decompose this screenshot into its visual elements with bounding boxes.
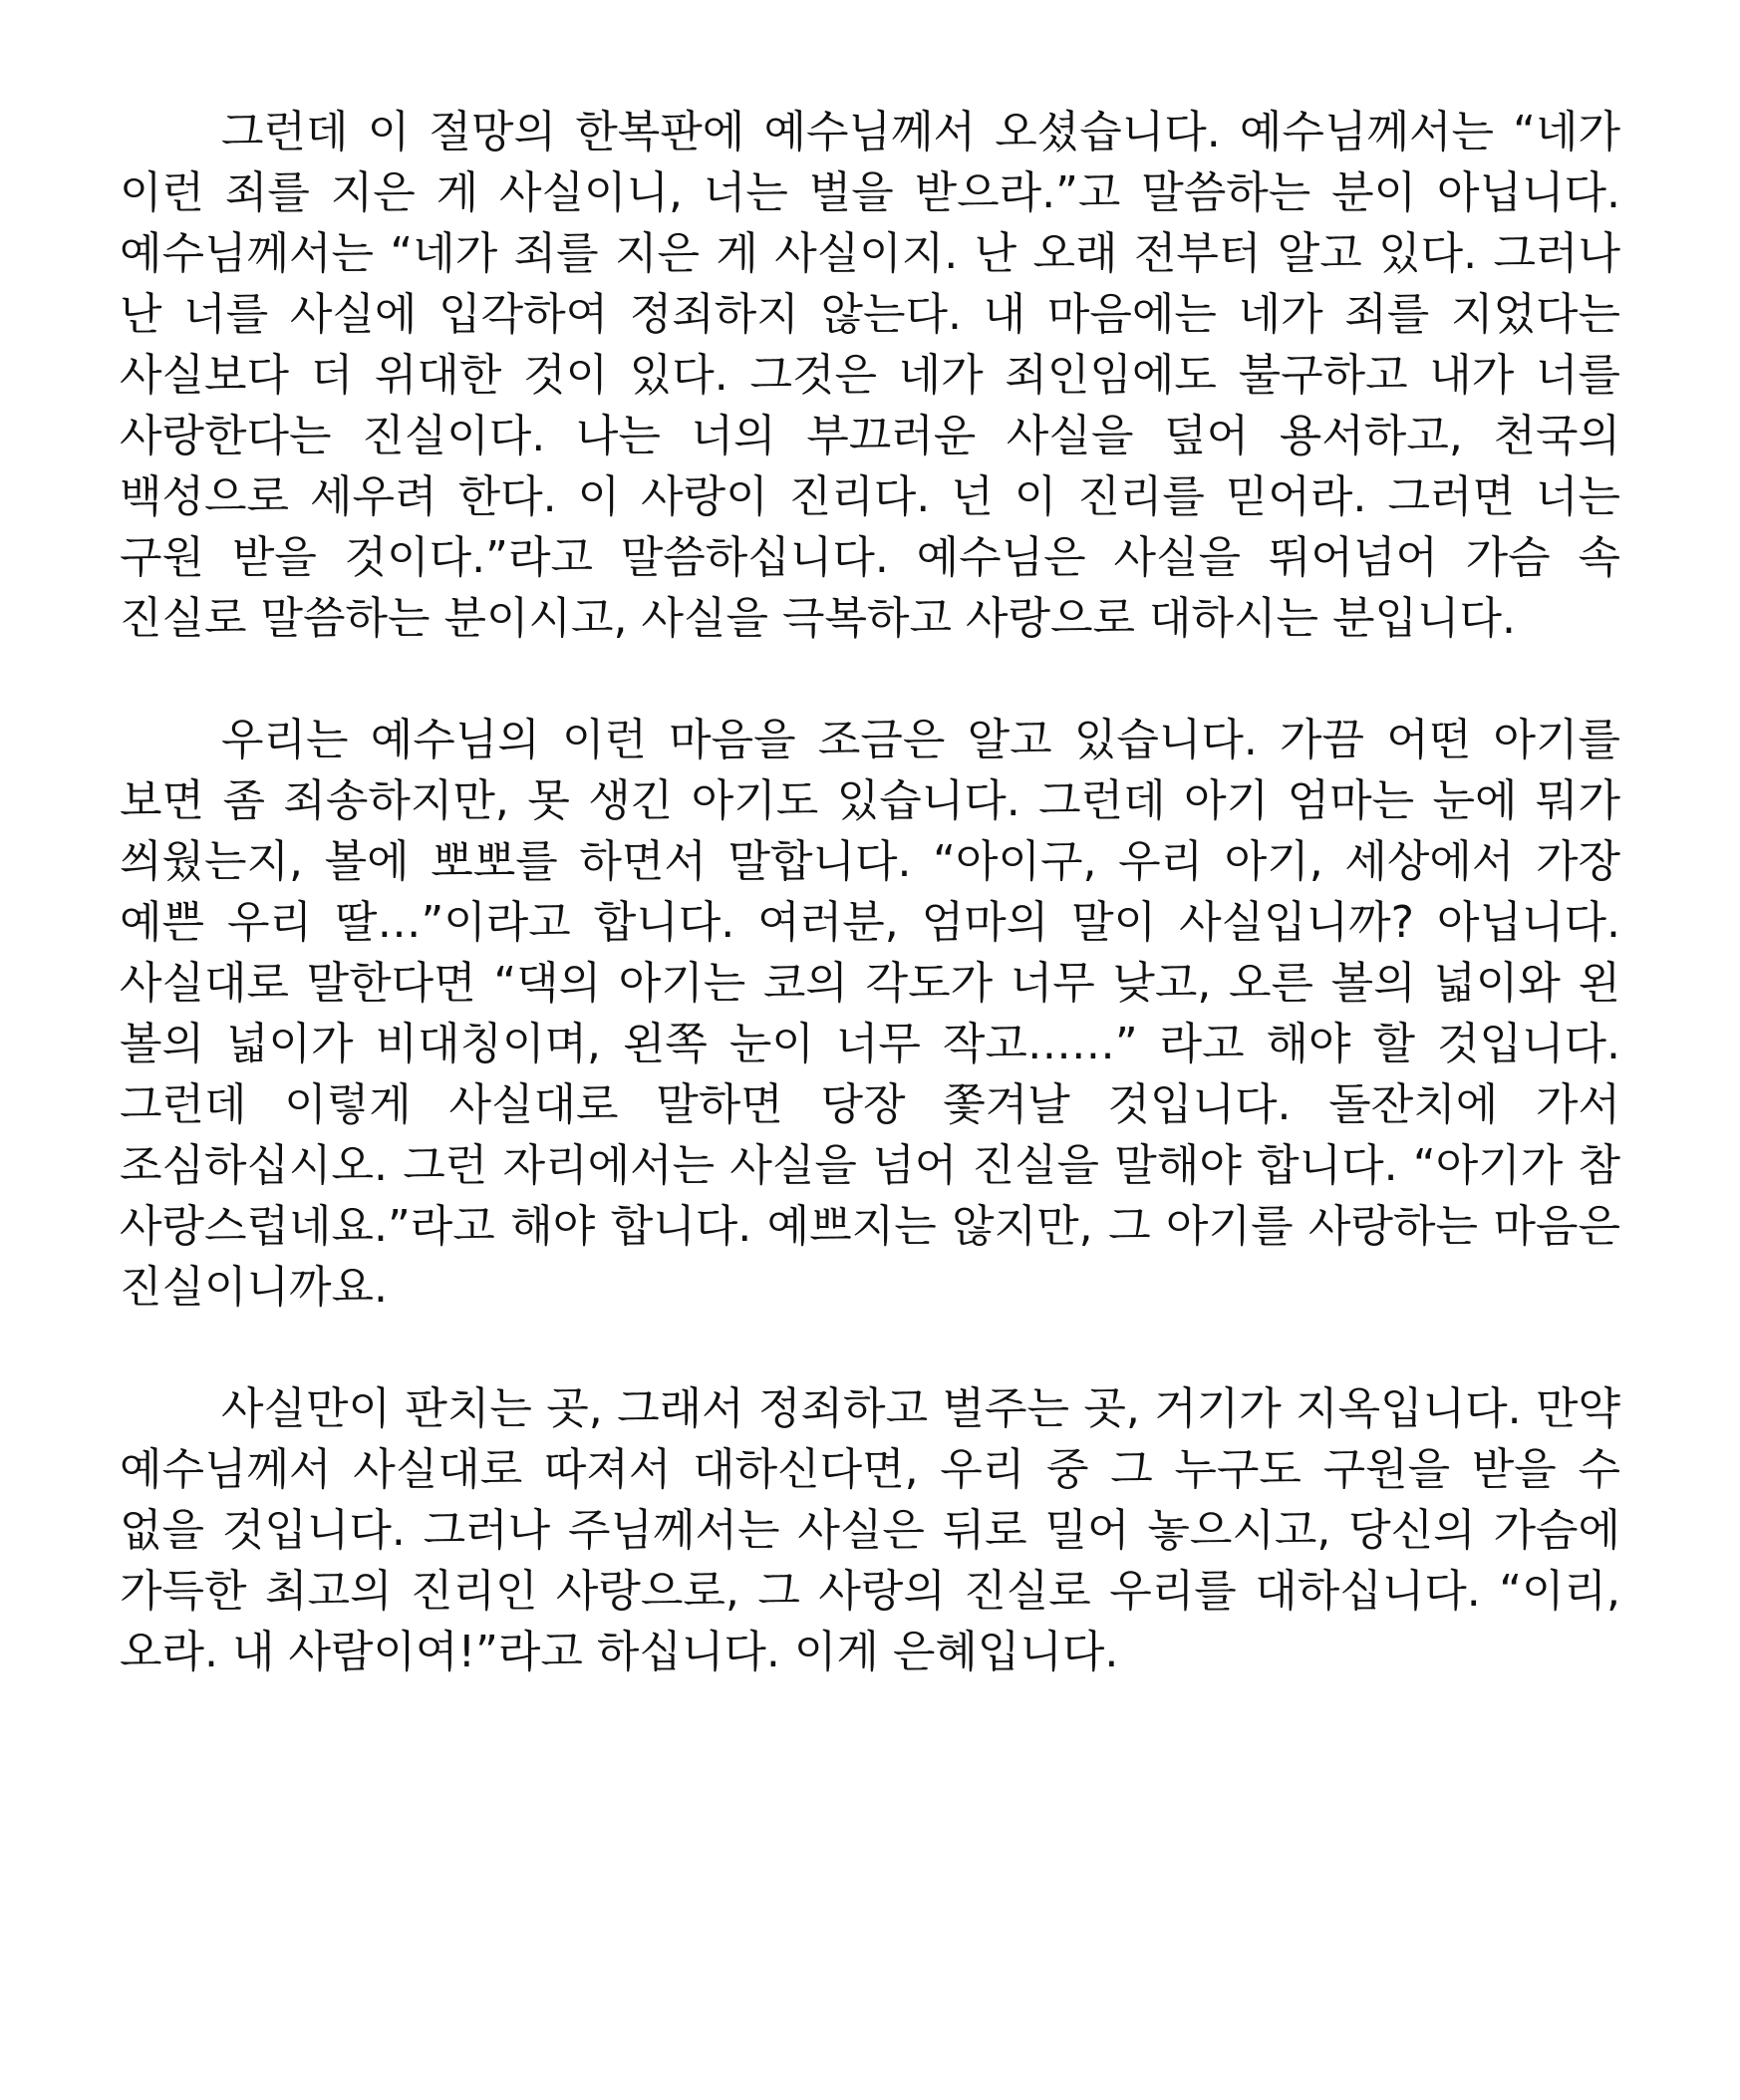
paragraph-grace: 사실만이 판치는 곳, 그래서 정죄하고 벌주는 곳, 거기가 지옥입니다. 만약 예수님께서 사실대로 따져서 대하신다면, 우리 중 그 누구도 구원을 받을 수 없을 것입니다. 그러나 주님께서는 사실은 뒤로 밀어 놓으시고, 당신의 가슴에 가득한 최고의 진리인 사랑으로, 그 사랑의 진실로 우리를 대하십니다. “이리, 오라. 내 사람이여!”라고 하십니다. 이게 은혜입니다. (120, 1383, 1620, 1677)
paragraph-truth-over-fact: 그런데 이 절망의 한복판에 예수님께서 오셨습니다. 예수님께서는 “네가 이런 죄를 지은 게 사실이니, 너는 벌을 받으라.”고 말씀하는 분이 아닙니다. 예수님께서는 “네가 죄를 지은 게 사실이지. 난 오래 전부터 알고 있다. 그러나 난 너를 사실에 입각하여 정죄하지 않는다. 내 마음에는 네가 죄를 지었다는 사실보다 더 위대한 것이 있다. 그것은 네가 죄인임에도 불구하고 내가 너를 사랑한다는 진실이다. 나는 너의 부끄러운 사실을 덮어 용서하고, 천국의 백성으로 세우려 한다. 이 사랑이 진리다. 넌 이 진리를 믿어라. 그러면 너는 구원 받을 것이다.”라고 말씀하십니다. 예수님은 사실을 뛰어넘어 가슴 속 진실로 말씀하는 분이시고, 사실을 극복하고 사랑으로 대하시는 분입니다. (120, 107, 1620, 644)
paragraph-baby-example: 우리는 예수님의 이런 마음을 조금은 알고 있습니다. 가끔 어떤 아기를 보면 좀 죄송하지만, 못 생긴 아기도 있습니다. 그런데 아기 엄마는 눈에 뭐가 씌웠는지, 볼에 뽀뽀를 하면서 말합니다. “아이구, 우리 아기, 세상에서 가장 예쁜 우리 딸…”이라고 합니다. 여러분, 엄마의 말이 사실입니까? 아닙니다. 사실대로 말한다면 “댁의 아기는 코의 각도가 너무 낮고, 오른 볼의 넓이와 왼 볼의 넓이가 비대칭이며, 왼쪽 눈이 너무 작고……” 라고 해야 할 것입니다. 그런데 이렇게 사실대로 말하면 당장 쫓겨날 것입니다. 돌잔치에 가서 조심하십시오. 그런 자리에서는 사실을 넘어 진실을 말해야 합니다. “아기가 참 사랑스럽네요.”라고 해야 합니다. 예쁘지는 않지만, 그 아기를 사랑하는 마음은 진실이니까요. (120, 715, 1621, 1313)
document-page (120, 102, 1620, 1682)
